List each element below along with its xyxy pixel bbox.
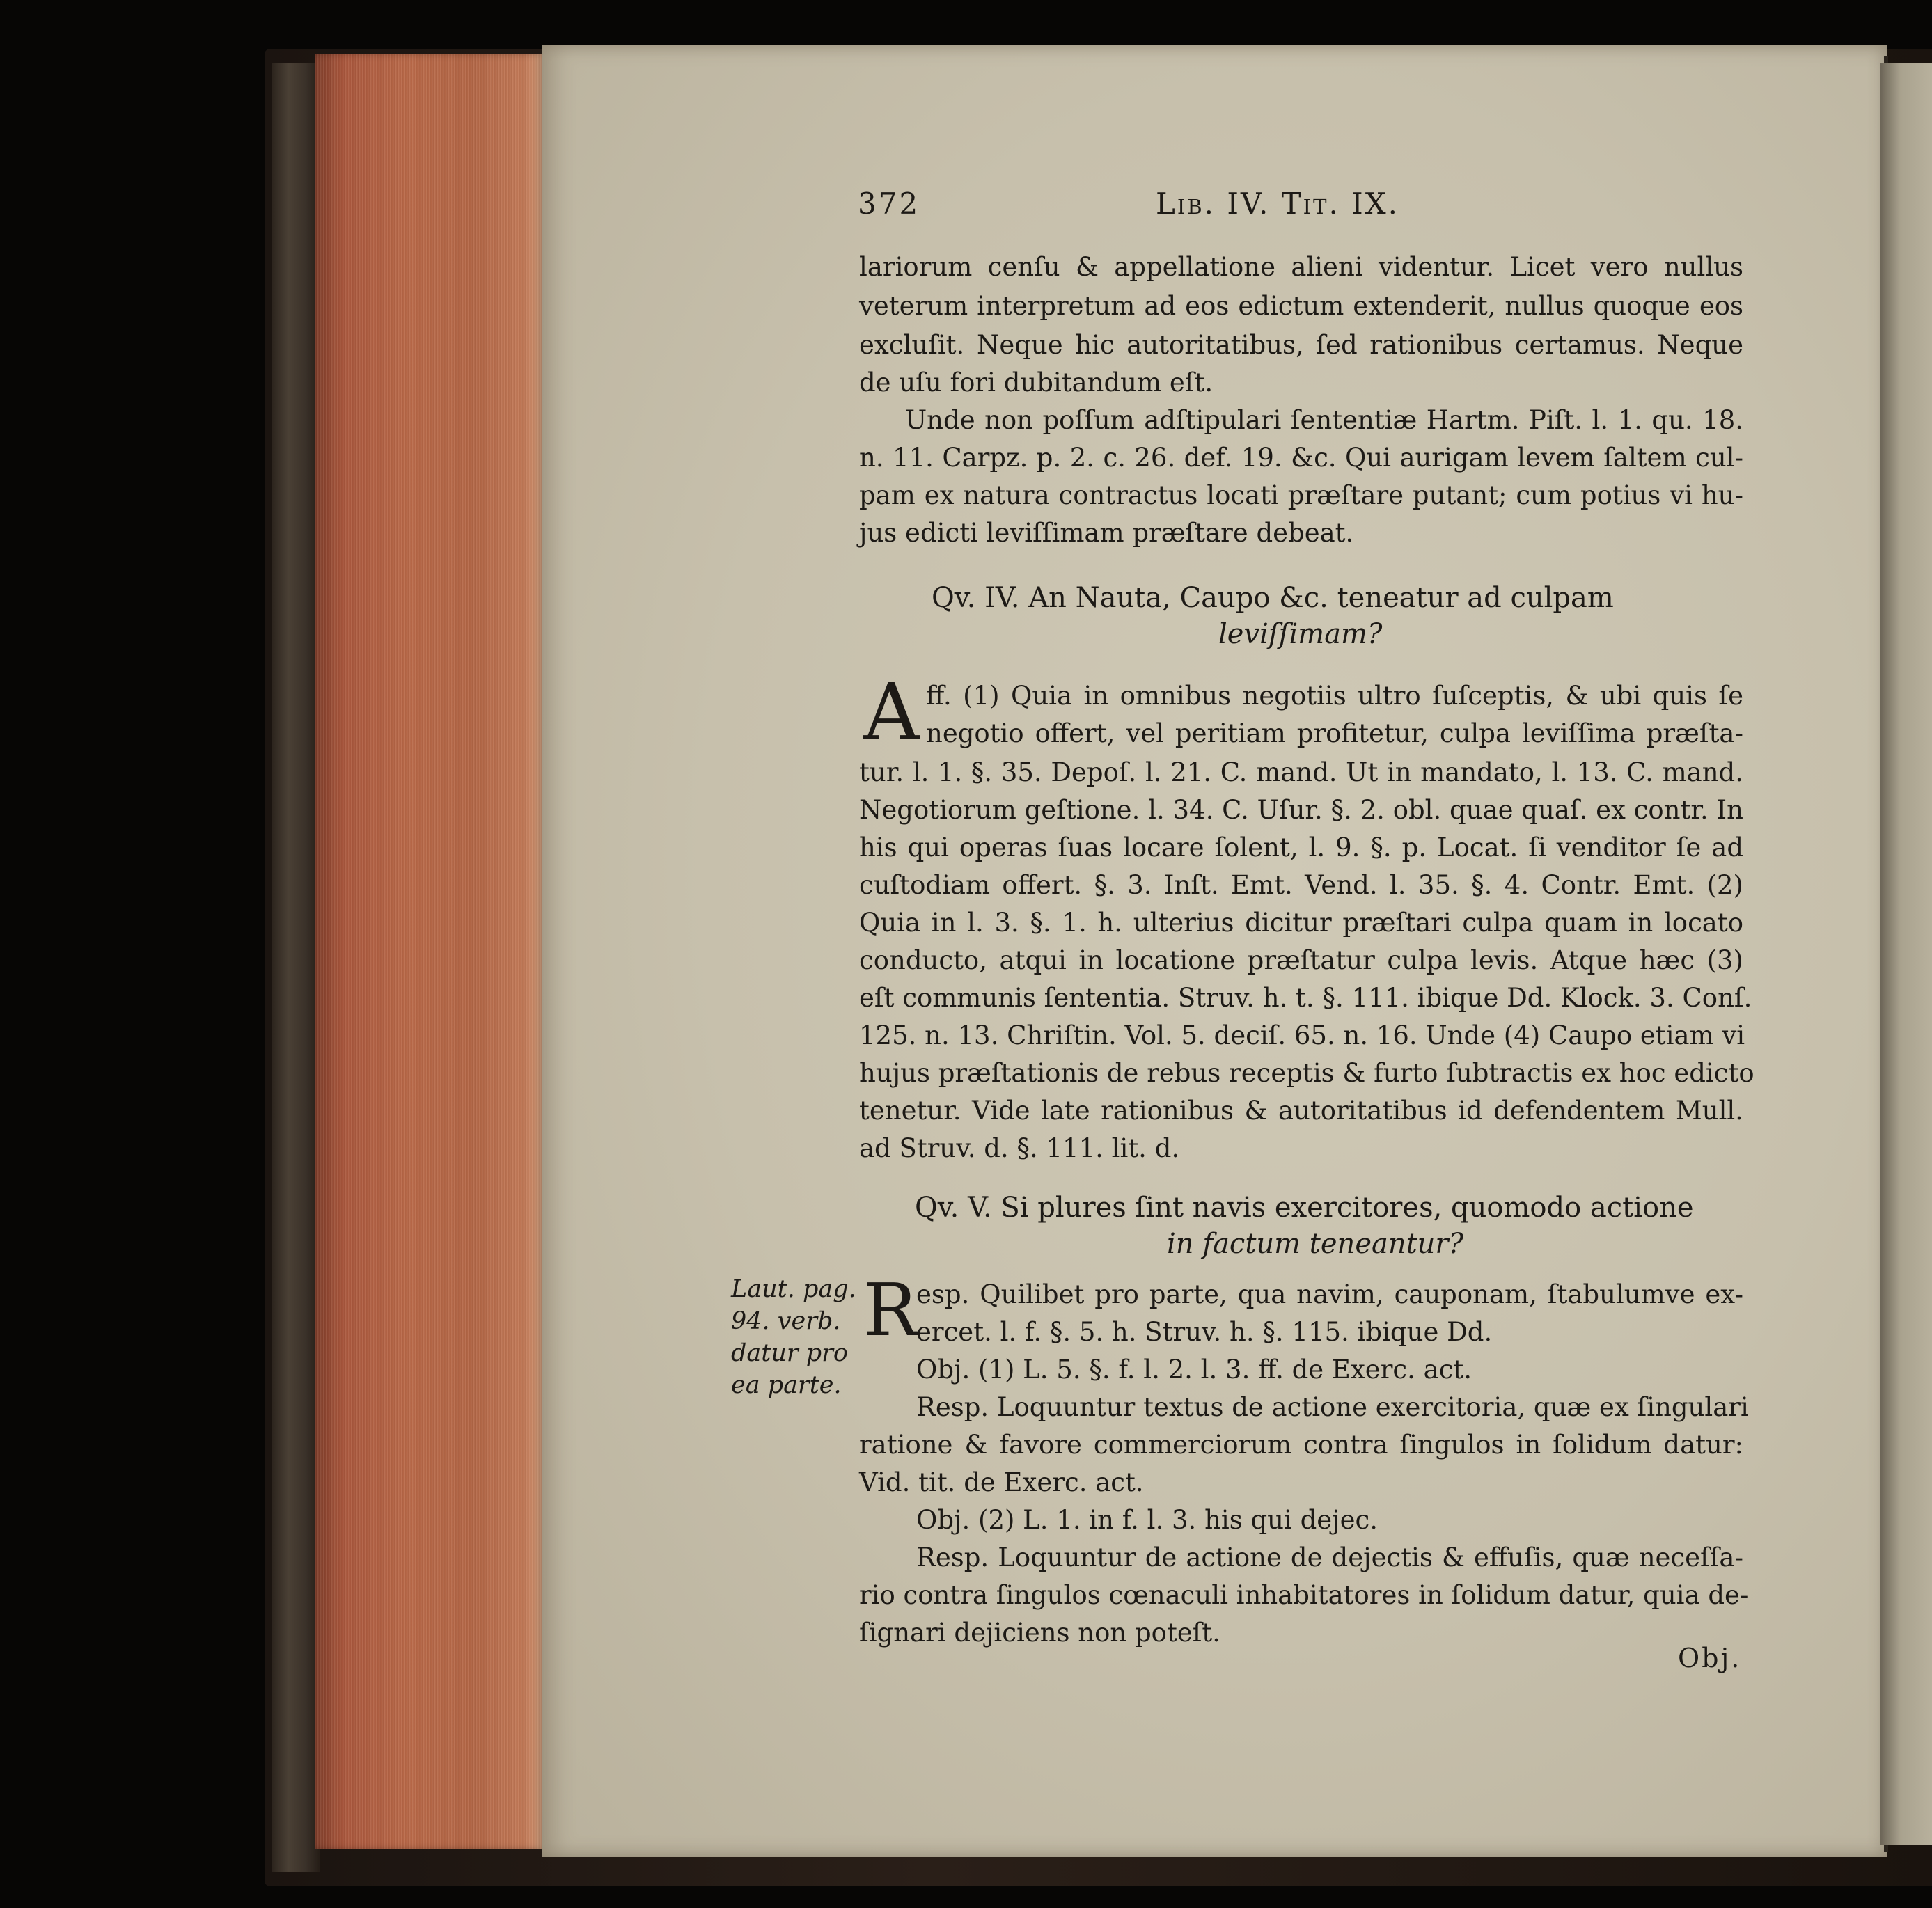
text-line: cuſtodiam offert. §. 3. Inſt. Emt. Vend. l. 35. §. 4. Contr. Emt. (2) — [859, 870, 1743, 900]
text-line: veterum interpretum ad eos edictum extenderit, nullus quoque eos — [859, 291, 1743, 321]
text-line: Vid. tit. de Exerc. act. — [859, 1467, 1144, 1497]
text-line: ff. (1) Quia in omnibus negotiis ultro ſuſceptis, & ubi quis ſe — [926, 681, 1743, 711]
drop-cap: R — [863, 1268, 918, 1353]
margin-note-line: 94. verb. — [731, 1307, 841, 1335]
text-line: tur. l. 1. §. 35. Depoſ. l. 21. C. mand. Ut in mandato, l. 13. C. mand. — [859, 757, 1743, 787]
text-line: ad Struv. d. §. 111. lit. d. — [859, 1133, 1180, 1163]
catchword: Obj. — [1678, 1643, 1742, 1673]
text-line: Resp. Loquuntur de actione de dejectis & effuſis, quæ neceſſa- — [916, 1543, 1743, 1572]
text-line: tenetur. Vide late rationibus & autoritatibus id defendentem Mull. — [859, 1096, 1743, 1126]
margin-note-line: datur pro — [731, 1339, 848, 1367]
page-number: 372 — [858, 187, 920, 221]
running-title: Lib. IV. Tit. IX. — [1156, 187, 1399, 221]
text-line: conducto, atqui in locatione præſtatur culpa levis. Atque hæc (3) — [859, 945, 1743, 975]
text-line: ſignari dejiciens non poteſt. — [859, 1618, 1221, 1648]
text-line: hujus præſtationis de rebus receptis & furto ſubtractis ex hoc edicto — [859, 1058, 1754, 1088]
margin-note-line: ea parte. — [731, 1371, 842, 1399]
text-line: rio contra ſingulos cœnaculi inhabitatores in ſolidum datur, quia de- — [859, 1580, 1749, 1610]
text-line: Quia in l. 3. §. 1. h. ulterius dicitur præſtari culpa quam in locato — [859, 908, 1743, 938]
book-spine — [272, 63, 320, 1872]
text-line: Negotiorum geſtione. l. 34. C. Uſur. §. 2. obl. quae quaſ. ex contr. In — [859, 795, 1743, 825]
drop-cap: A — [863, 668, 920, 758]
text-line: 125. n. 13. Chriſtin. Vol. 5. deciſ. 65. n. 16. Unde (4) Caupo etiam vi — [859, 1020, 1745, 1050]
text-line: ercet. l. f. §. 5. h. Struv. h. §. 115. ibique Dd. — [916, 1317, 1493, 1347]
question-heading: Qv. V. Si plures ſint navis exercitores, quomodo actione — [915, 1192, 1694, 1224]
text-line: ratione & favore commerciorum contra ſingulos in ſolidum datur: — [859, 1430, 1743, 1460]
text-line: Unde non poſſum adſtipulari ſententiæ Hartm. Piſt. l. 1. qu. 18. — [905, 405, 1743, 435]
text-line: excluſit. Neque hic autoritatibus, ſed rationibus certamus. Neque — [859, 330, 1743, 360]
question-heading: in factum teneantur? — [1167, 1228, 1463, 1260]
margin-note-line: Laut. pag. — [731, 1275, 856, 1303]
facing-page — [1880, 63, 1932, 1845]
question-heading: leviſſimam? — [1218, 618, 1383, 650]
text-line: his qui operas ſuas locare ſolent, l. 9. §. p. Locat. ſi venditor ſe ad — [859, 833, 1743, 862]
text-line: Resp. Loquuntur textus de actione exercitoria, quæ ex ſingulari — [916, 1392, 1749, 1422]
text-line: de uſu fori dubitandum eſt. — [859, 368, 1214, 397]
question-heading: Qv. IV. An Nauta, Caupo &c. teneatur ad culpam — [932, 582, 1614, 614]
text-line: jus edicti leviſſimam præſtare debeat. — [859, 518, 1354, 548]
text-line: negotio offert, vel peritiam profitetur, culpa leviſſima præſta- — [926, 718, 1743, 748]
text-line: esp. Quilibet pro parte, qua navim, cauponam, ſtabulumve ex- — [916, 1279, 1743, 1309]
text-line: lariorum cenſu & appellatione alieni videntur. Licet vero nullus — [859, 252, 1743, 282]
text-line: pam ex natura contractus locati præſtare putant; cum potius vi hu- — [859, 480, 1743, 510]
text-line: Obj. (2) L. 1. in f. l. 3. his qui dejec. — [916, 1505, 1379, 1535]
page-block-red-edge — [315, 54, 544, 1849]
text-line: Obj. (1) L. 5. §. f. l. 2. l. 3. ff. de Exerc. act. — [916, 1355, 1472, 1385]
text-line: n. 11. Carpz. p. 2. c. 26. def. 19. &c. Qui aurigam levem ſaltem cul- — [859, 443, 1743, 473]
text-line: eſt communis ſententia. Struv. h. t. §. 111. ibique Dd. Klock. 3. Conſ. — [859, 983, 1752, 1013]
